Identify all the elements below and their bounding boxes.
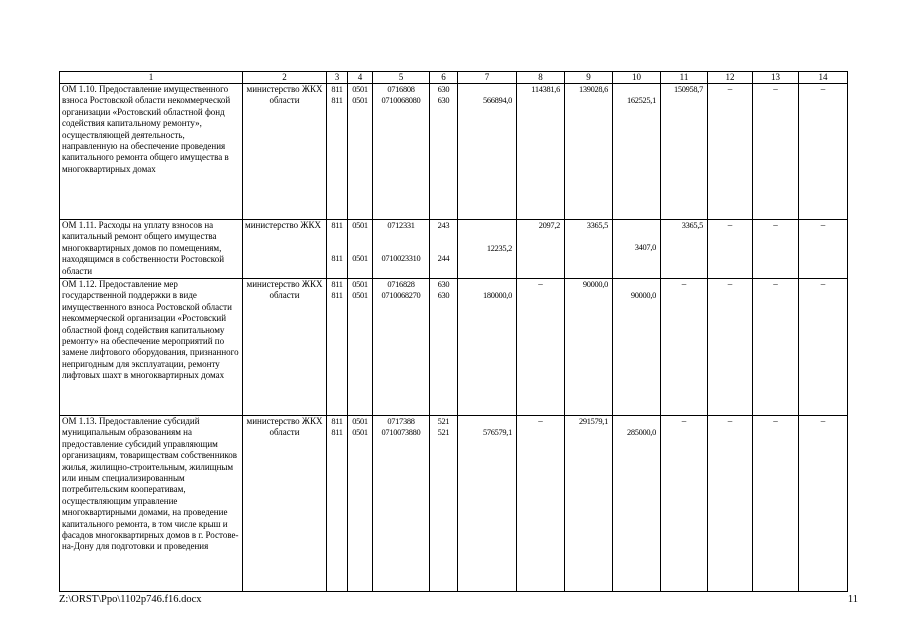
year-value: – — [517, 279, 565, 416]
grs-code: 811 811 — [327, 416, 348, 592]
column-number: 11 — [661, 72, 708, 84]
measure-name: ОМ 1.13. Предоставление субсидий муниципальным образованиям на предоставление субсидий управляющим организациям, товариществам собственников жилья, жилищно-строительным, жилищным или иным специализированным потребительским кооперативам, осуществляющим управление многоквартирными домами, на проведение капитального ремонта, в том числе крыш и фасадов многоквартирных домов в г. Ростове-на-Дону для подготовки и проведения — [60, 416, 243, 592]
table-row — [60, 84, 848, 220]
grs-code: 811 811 — [327, 220, 348, 279]
executor: министерство ЖКХ — [243, 220, 327, 279]
grs-code: 811 811 — [327, 279, 348, 416]
expense-type: 521 521 — [430, 416, 458, 592]
year-value: 3407,0 — [613, 220, 661, 279]
year-value: – — [753, 84, 799, 220]
year-value: – — [661, 279, 708, 416]
year-value: 285000,0 — [613, 416, 661, 592]
target-article: 0716828 0710068270 — [373, 279, 430, 416]
table-row — [60, 220, 848, 279]
target-article: 0717388 0710073880 — [373, 416, 430, 592]
column-number: 7 — [458, 72, 517, 84]
column-number: 9 — [565, 72, 613, 84]
footer-file-path: Z:\ORST\Ppo\1102p746.f16.docx — [59, 594, 202, 605]
column-number: 2 — [243, 72, 327, 84]
executor: министерство ЖКХ области — [243, 279, 327, 416]
year-value: – — [708, 279, 753, 416]
year-value: 139028,6 — [565, 84, 613, 220]
target-article: 0712331 0710023310 — [373, 220, 430, 279]
section-code: 0501 0501 — [348, 416, 373, 592]
year-value: 291579,1 — [565, 416, 613, 592]
column-number-row — [60, 72, 848, 84]
total-value: 12235,2 — [458, 220, 517, 279]
year-value: 114381,6 — [517, 84, 565, 220]
column-number: 3 — [327, 72, 348, 84]
executor: министерство ЖКХ области — [243, 416, 327, 592]
year-value: 90000,0 — [613, 279, 661, 416]
year-value: – — [799, 84, 848, 220]
year-value: 2097,2 — [517, 220, 565, 279]
table-row — [60, 416, 848, 592]
column-number: 8 — [517, 72, 565, 84]
year-value: 3365,5 — [565, 220, 613, 279]
year-value: – — [708, 220, 753, 279]
grs-code: 811 811 — [327, 84, 348, 220]
year-value: – — [661, 416, 708, 592]
total-value: 576579,1 — [458, 416, 517, 592]
expense-type: 630 630 — [430, 279, 458, 416]
column-number: 14 — [799, 72, 848, 84]
year-value: 162525,1 — [613, 84, 661, 220]
total-value: 180000,0 — [458, 279, 517, 416]
year-value: – — [753, 220, 799, 279]
column-number: 10 — [613, 72, 661, 84]
total-value: 566894,0 — [458, 84, 517, 220]
section-code: 0501 0501 — [348, 220, 373, 279]
year-value: 3365,5 — [661, 220, 708, 279]
budget-table — [59, 71, 848, 592]
measure-name: ОМ 1.11. Расходы на уплату взносов на капитальный ремонт общего имущества многоквартирных домов по помещениям, находящимся в собственности Ростовской области — [60, 220, 243, 279]
year-value: – — [799, 220, 848, 279]
year-value: – — [799, 416, 848, 592]
year-value: – — [517, 416, 565, 592]
expense-type: 630 630 — [430, 84, 458, 220]
year-value: – — [708, 416, 753, 592]
column-number: 1 — [60, 72, 243, 84]
year-value: – — [753, 279, 799, 416]
year-value: – — [753, 416, 799, 592]
year-value: – — [708, 84, 753, 220]
measure-name: ОМ 1.12. Предоставление мер государственной поддержки в виде имущественного взноса Ростовской области некоммерческой организации «Ростовский областной фонд содействия капитальному ремонту» на обеспечение мероприятий по замене лифтового оборудования, признанного непригодным для эксплуатации, ремонту лифтовых шахт в многоквартирных домах — [60, 279, 243, 416]
column-number: 4 — [348, 72, 373, 84]
section-code: 0501 0501 — [348, 279, 373, 416]
column-number: 13 — [753, 72, 799, 84]
column-number: 5 — [373, 72, 430, 84]
measure-name: ОМ 1.10. Предоставление имущественного взноса Ростовской области некоммерческой организации «Ростовский областной фонд содействия капитальному ремонту», осуществляющей деятельность, направленную на обеспечение проведения капитального ремонта общего имущества в многоквартирных домах — [60, 84, 243, 220]
column-number: 6 — [430, 72, 458, 84]
section-code: 0501 0501 — [348, 84, 373, 220]
page-number: 11 — [847, 594, 858, 605]
target-article: 0716808 0710068080 — [373, 84, 430, 220]
table-row — [60, 279, 848, 416]
year-value: – — [799, 279, 848, 416]
column-number: 12 — [708, 72, 753, 84]
executor: министерство ЖКХ области — [243, 84, 327, 220]
expense-type: 243 244 — [430, 220, 458, 279]
year-value: 150958,7 — [661, 84, 708, 220]
year-value: 90000,0 — [565, 279, 613, 416]
